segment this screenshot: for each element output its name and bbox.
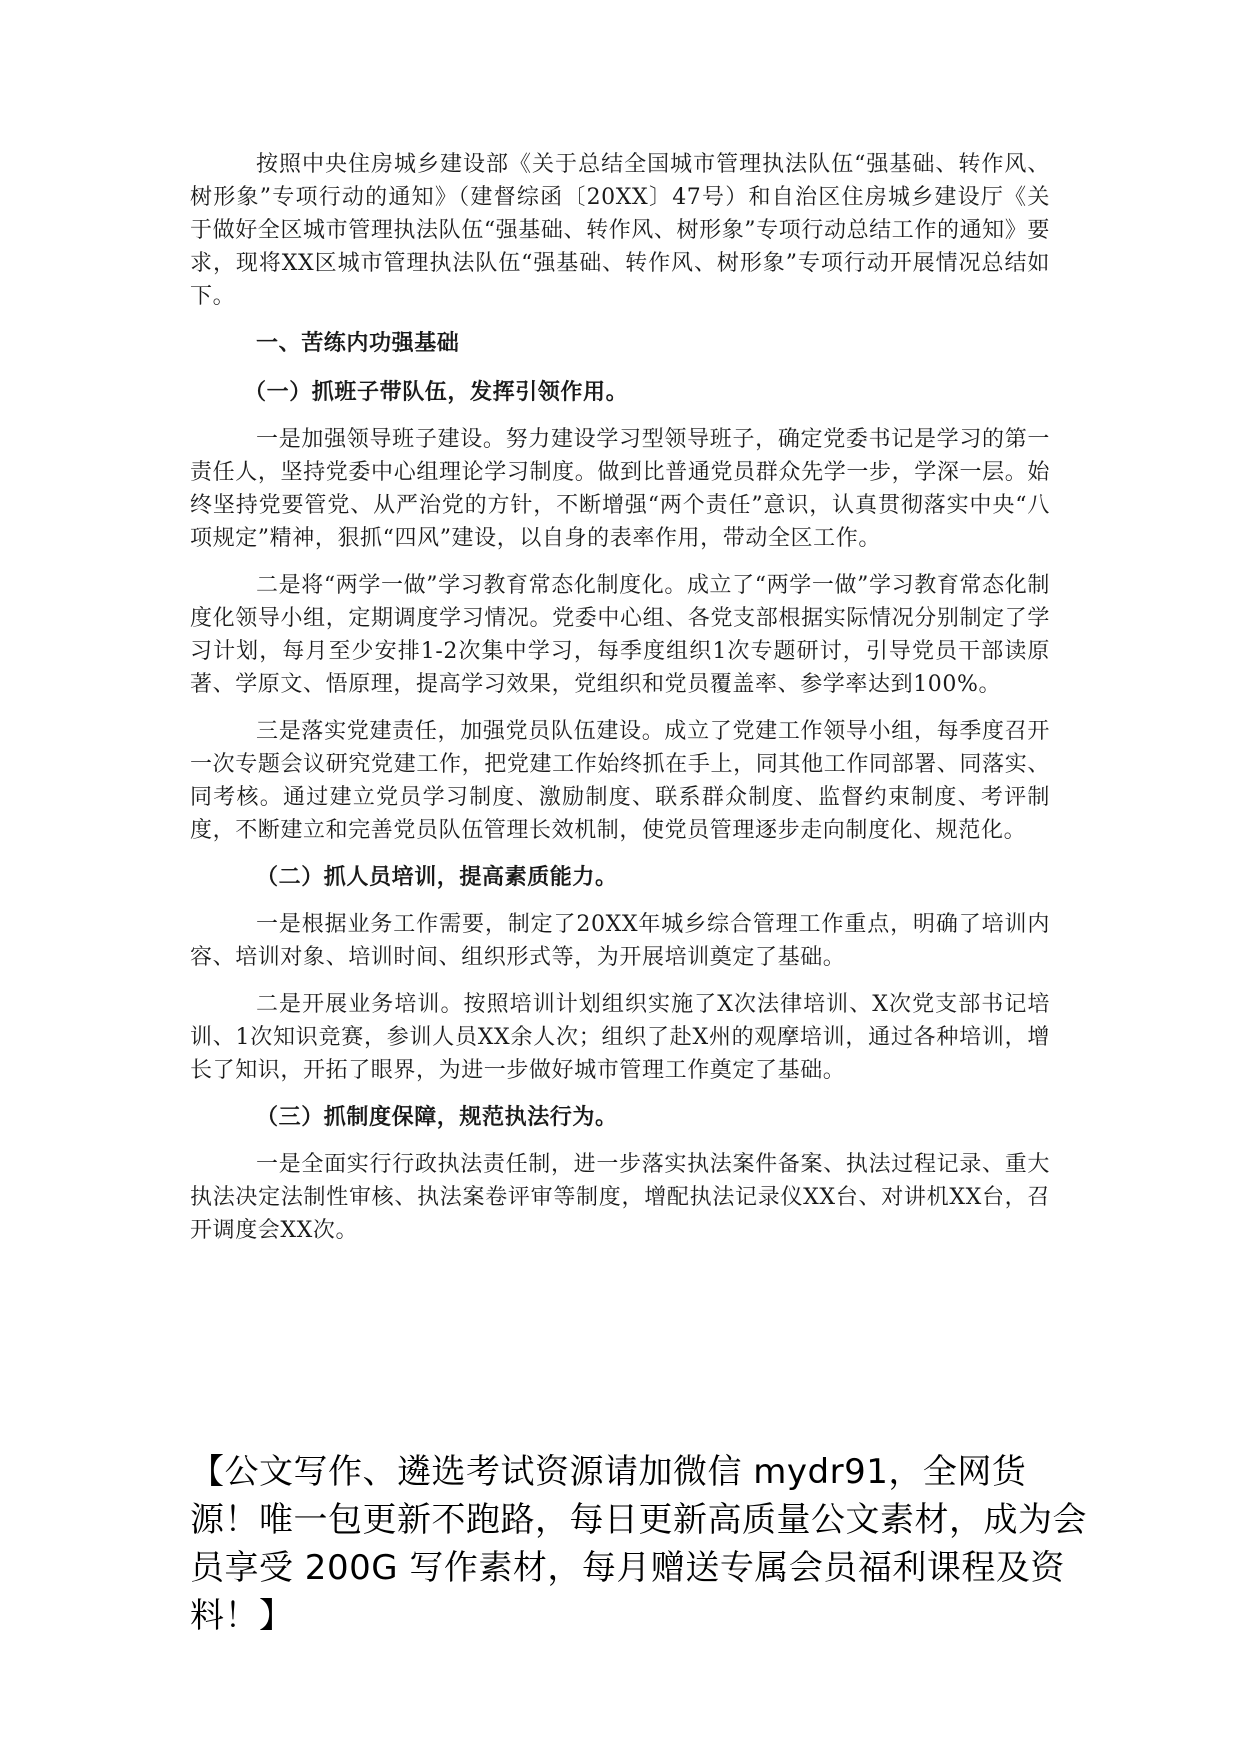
paragraph-1-3: 三是落实党建责任，加强党员队伍建设。成立了党建工作领导小组，每季度召开一次专题会议研究党建工作，把党建工作始终抓在手上，同其他工作同部署、同落实、同考核。通过建立党员学习制度、激励制度、联系群众制度、监督约束制度、考评制度，不断建立和完善党员队伍管理长效机制，使党员管理逐步走向制度化、规范化。 [190, 719, 1050, 843]
paragraph-2-1: 一是根据业务工作需要，制定了20XX年城乡综合管理工作重点，明确了培训内容、培训对象、培训时间、组织形式等，为开展培训奠定了基础。 [190, 912, 1050, 970]
paragraph-3-1: 一是全面实行行政执法责任制，进一步落实执法案件备案、执法过程记录、重大执法决定法制性审核、执法案卷评审等制度，增配执法记录仪XX台、对讲机XX台，召开调度会XX次。 [190, 1152, 1050, 1243]
subsection-heading-1: （一）抓班子带队伍，发挥引领作用。 [244, 379, 629, 405]
section-heading: 一、苦练内功强基础 [256, 330, 460, 356]
document-body [190, 148, 1050, 1261]
paragraph-1-1: 一是加强领导班子建设。努力建设学习型领导班子，确定党委书记是学习的第一责任人，坚持党委中心组理论学习制度。做到比普通党员群众先学一步，学深一层。始终坚持党要管党、从严治党的方针，不断增强“两个责任”意识，认真贯彻落实中央“八项规定”精神，狠抓“四风”建设，以自身的表率作用，带动全区工作。 [190, 427, 1050, 551]
paragraph-2-2: 二是开展业务培训。按照培训计划组织实施了X次法律培训、X次党支部书记培训、1次知识竞赛，参训人员XX余人次；组织了赴X州的观摩培训，通过各种培训，增长了知识，开拓了眼界，为进一步做好城市管理工作奠定了基础。 [190, 992, 1050, 1083]
advert-banner: 【公文写作、遴选考试资源请加微信 mydr91，全网货源！唯一包更新不跑路，每日更新高质量公文素材，成为会员享受 200G 写作素材，每月赠送专属会员福利课程及资料！】 [190, 1452, 1087, 1636]
subsection-heading-3: （三）抓制度保障，规范执法行为。 [256, 1104, 618, 1130]
intro-paragraph: 按照中央住房城乡建设部《关于总结全国城市管理执法队伍“强基础、转作风、树形象”专项行动的通知》（建督综函〔20XX〕47号）和自治区住房城乡建设厅《关于做好全区城市管理执法队伍“强基础、转作风、树形象”专项行动总结工作的通知》要求，现将XX区城市管理执法队伍“强基础、转作风、树形象”专项行动开展情况总结如下。 [190, 152, 1050, 309]
subsection-heading-2: （二）抓人员培训，提高素质能力。 [256, 864, 618, 890]
paragraph-1-2: 二是将“两学一做”学习教育常态化制度化。成立了“两学一做”学习教育常态化制度化领导小组，定期调度学习情况。党委中心组、各党支部根据实际情况分别制定了学习计划，每月至少安排1-2次集中学习，每季度组织1次专题研讨，引导党员干部读原著、学原文、悟原理，提高学习效果，党组织和党员覆盖率、参学率达到100%。 [190, 573, 1050, 697]
